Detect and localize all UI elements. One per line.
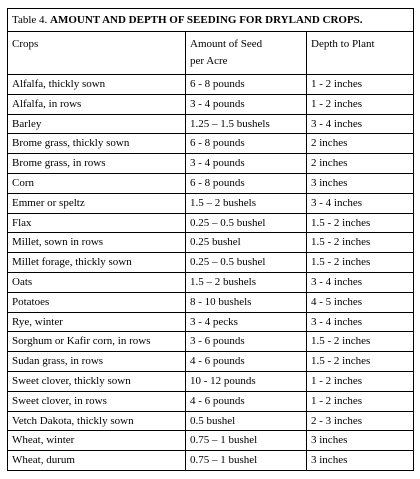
table-row [8,114,414,134]
table-row [8,312,414,332]
cell-seed-amount: 0.5 bushel [186,411,307,431]
table-row [8,134,414,154]
cell-seed-amount: 4 - 6 pounds [186,391,307,411]
cell-seed-amount: 6 - 8 pounds [186,173,307,193]
cell-seed-amount: 3 - 4 pounds [186,94,307,114]
cell-crop: Corn [8,173,186,193]
cell-depth: 3 - 4 inches [307,272,414,292]
cell-crop: Sweet clover, thickly sown [8,371,186,391]
cell-seed-amount: 1.25 – 1.5 bushels [186,114,307,134]
cell-depth: 4 - 5 inches [307,292,414,312]
seeding-table [7,8,414,471]
table-row [8,75,414,95]
header-seed-line1: Amount of Seed [190,38,263,50]
cell-seed-amount: 4 - 6 pounds [186,352,307,372]
table-row [8,193,414,213]
cell-crop: Vetch Dakota, thickly sown [8,411,186,431]
cell-depth: 1 - 2 inches [307,391,414,411]
cell-depth: 2 inches [307,134,414,154]
cell-depth: 3 inches [307,451,414,471]
cell-crop: Emmer or speltz [8,193,186,213]
table-caption [8,9,414,32]
cell-crop: Sweet clover, in rows [8,391,186,411]
table-row [8,94,414,114]
cell-seed-amount: 0.25 – 0.5 bushel [186,253,307,273]
cell-crop: Oats [8,272,186,292]
cell-seed-amount: 1.5 – 2 bushels [186,272,307,292]
table-row [8,253,414,273]
cell-seed-amount: 3 - 4 pounds [186,154,307,174]
table-row [8,391,414,411]
cell-crop: Millet forage, thickly sown [8,253,186,273]
cell-seed-amount: 1.5 – 2 bushels [186,193,307,213]
header-seed-line2: per Acre [190,55,228,67]
cell-depth: 1 - 2 inches [307,75,414,95]
header-seed [186,32,307,75]
cell-depth: 3 - 4 inches [307,312,414,332]
table-row [8,272,414,292]
cell-crop: Sorghum or Kafir corn, in rows [8,332,186,352]
table-row [8,352,414,372]
cell-seed-amount: 6 - 8 pounds [186,134,307,154]
cell-depth: 1.5 - 2 inches [307,332,414,352]
cell-crop: Wheat, durum [8,451,186,471]
cell-seed-amount: 3 - 4 pecks [186,312,307,332]
cell-crop: Alfalfa, thickly sown [8,75,186,95]
cell-seed-amount: 3 - 6 pounds [186,332,307,352]
cell-seed-amount: 10 - 12 pounds [186,371,307,391]
table-row [8,154,414,174]
cell-depth: 2 inches [307,154,414,174]
cell-crop: Brome grass, thickly sown [8,134,186,154]
seeding-table-container [7,8,413,471]
cell-depth: 3 - 4 inches [307,193,414,213]
cell-seed-amount: 0.25 bushel [186,233,307,253]
cell-crop: Potatoes [8,292,186,312]
caption-row [8,9,414,32]
cell-seed-amount: 0.25 – 0.5 bushel [186,213,307,233]
cell-crop: Sudan grass, in rows [8,352,186,372]
table-row [8,411,414,431]
cell-depth: 3 - 4 inches [307,114,414,134]
header-crops [8,32,186,75]
cell-crop: Brome grass, in rows [8,154,186,174]
cell-crop: Flax [8,213,186,233]
table-row [8,371,414,391]
cell-depth: 1.5 - 2 inches [307,233,414,253]
table-title: AMOUNT AND DEPTH OF SEEDING FOR DRYLAND CROPS. [50,13,363,26]
header-row [8,32,414,75]
cell-seed-amount: 0.75 – 1 bushel [186,451,307,471]
cell-depth: 1 - 2 inches [307,94,414,114]
cell-depth: 3 inches [307,173,414,193]
table-label: Table 4. [12,13,48,26]
table-row [8,292,414,312]
cell-crop: Millet, sown in rows [8,233,186,253]
table-row [8,431,414,451]
cell-depth: 2 - 3 inches [307,411,414,431]
cell-seed-amount: 8 - 10 bushels [186,292,307,312]
header-crops-label: Crops [12,38,39,50]
cell-crop: Barley [8,114,186,134]
cell-crop: Rye, winter [8,312,186,332]
table-row [8,451,414,471]
cell-crop: Wheat, winter [8,431,186,451]
table-row [8,233,414,253]
table-row [8,213,414,233]
table-row [8,332,414,352]
cell-depth: 3 inches [307,431,414,451]
cell-seed-amount: 6 - 8 pounds [186,75,307,95]
cell-seed-amount: 0.75 – 1 bushel [186,431,307,451]
cell-depth: 1 - 2 inches [307,371,414,391]
cell-crop: Alfalfa, in rows [8,94,186,114]
cell-depth: 1.5 - 2 inches [307,213,414,233]
cell-depth: 1.5 - 2 inches [307,253,414,273]
header-depth-label: Depth to Plant [311,38,375,50]
cell-depth: 1.5 - 2 inches [307,352,414,372]
header-depth [307,32,414,75]
table-row [8,173,414,193]
